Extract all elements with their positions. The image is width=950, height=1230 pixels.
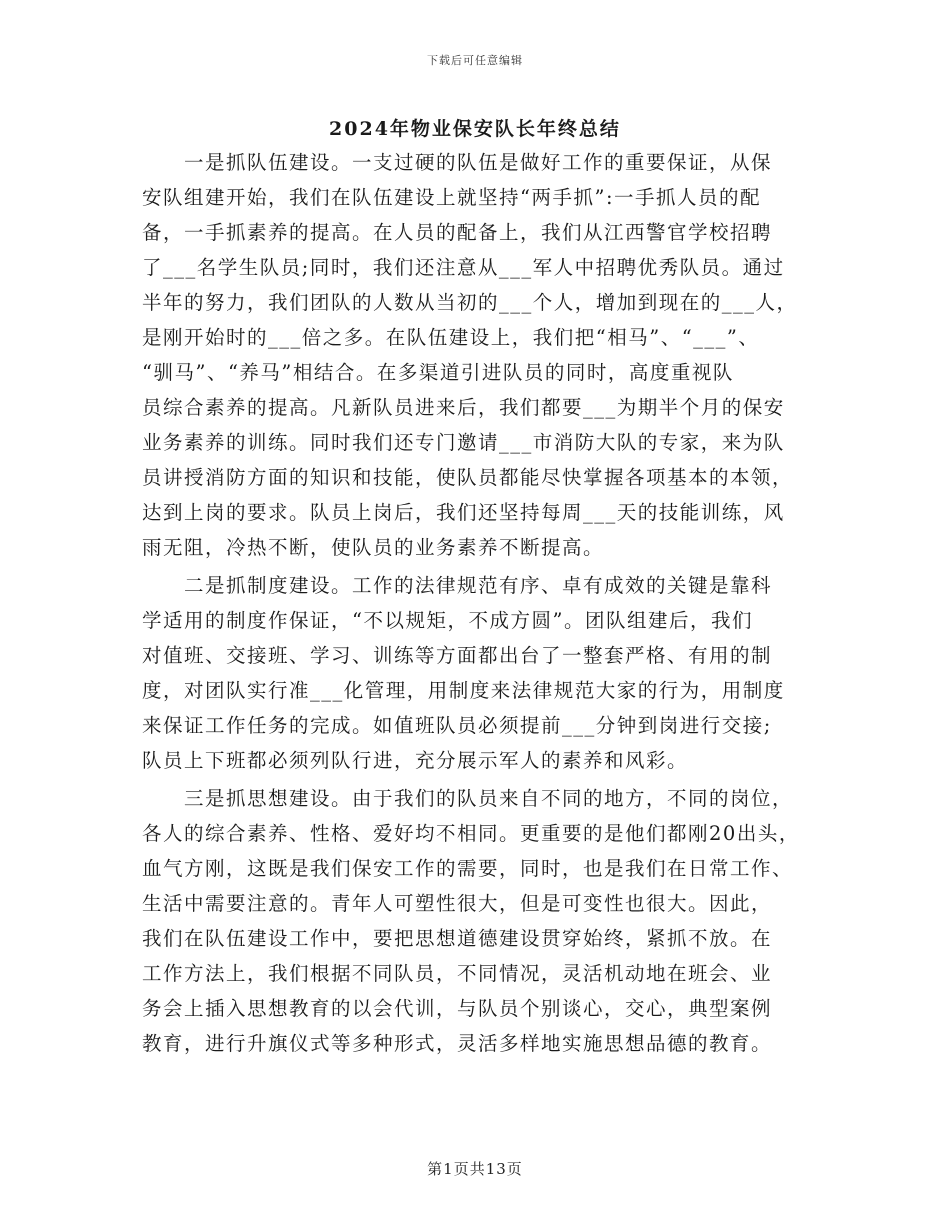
paragraph-line: 学适用的制度作保证，“不以规矩，不成方圆”。团队组建后，我们 xyxy=(142,609,753,632)
paragraph-line: 二是抓制度建设。工作的法律规范有序、卓有成效的关键是靠科 xyxy=(184,574,773,597)
paragraph-line: 员讲授消防方面的知识和技能，使队员都能尽快掌握各项基本的本领， xyxy=(142,466,794,489)
paragraph-line: 达到上岗的要求。队员上岗后，我们还坚持每周___天的技能训练，风 xyxy=(142,501,785,524)
paragraph-line: 教育，进行升旗仪式等多种形式，灵活多样地实施思想品德的教育。 xyxy=(142,1032,773,1055)
paragraph-line: 业务素养的训练。同时我们还专门邀请___市消防大队的专家，来为队 xyxy=(142,431,785,454)
document-title: 2024年物业保安队长年终总结 xyxy=(329,118,621,140)
paragraph-system-building xyxy=(142,568,814,778)
paragraph-line: 工作方法上，我们根据不同队员，不同情况，灵活机动地在班会、业 xyxy=(142,962,773,985)
paragraph-line: “驯马”、“养马”相结合。在多渠道引进队员的同时，高度重视队 xyxy=(142,361,734,384)
paragraph-line: 三是抓思想建设。由于我们的队员来自不同的地方，不同的岗位， xyxy=(184,787,794,810)
paragraph-line: 生活中需要注意的。青年人可塑性很大，但是可变性也很大。因此， xyxy=(142,892,773,915)
paragraph-line: 度，对团队实行准___化管理，用制度来法律规范大家的行为，用制度 xyxy=(142,679,785,702)
paragraph-line: 对值班、交接班、学习、训练等方面都出台了一整套严格、有用的制 xyxy=(142,644,773,667)
paragraph-line: 队员上下班都必须列队行进，充分展示军人的素养和风彩。 xyxy=(142,749,689,772)
paragraph-line: 了___名学生队员;同时，我们还注意从___军人中招聘优秀队员。通过 xyxy=(142,256,785,279)
paragraph-line: 一是抓队伍建设。一支过硬的队伍是做好工作的重要保证，从保 xyxy=(184,151,773,174)
paragraph-line: 来保证工作任务的完成。如值班队员必须提前___分钟到岗进行交接; xyxy=(142,714,772,737)
paragraph-line: 安队组建开始，我们在队伍建设上就坚持“两手抓”:一手抓人员的配 xyxy=(142,186,762,209)
page-footer-number: 第1页共13页 xyxy=(427,1160,523,1178)
paragraph-line: 员综合素养的提高。凡新队员进来后，我们都要___为期半个月的保安 xyxy=(142,396,785,419)
page-header-note: 下载后可任意编辑 xyxy=(427,54,523,67)
paragraph-line: 是刚开始时的___倍之多。在队伍建设上，我们把“相马”、“___”、 xyxy=(142,326,760,349)
paragraph-line: 半年的努力，我们团队的人数从当初的___个人，增加到现在的___人， xyxy=(142,291,798,314)
paragraph-line: 备，一手抓素养的提高。在人员的配备上，我们从江西警官学校招聘 xyxy=(142,221,773,244)
paragraph-line: 各人的综合素养、性格、爱好均不相同。更重要的是他们都刚20出头， xyxy=(142,822,800,845)
paragraph-ideology-building xyxy=(142,781,814,1061)
paragraph-line: 务会上插入思想教育的以会代训，与队员个别谈心，交心，典型案例 xyxy=(142,997,773,1020)
paragraph-team-building xyxy=(142,145,814,565)
paragraph-line: 血气方刚，这既是我们保安工作的需要，同时，也是我们在日常工作、 xyxy=(142,857,794,880)
paragraph-line: 雨无阻，冷热不断，使队员的业务素养不断提高。 xyxy=(142,536,605,559)
paragraph-line: 我们在队伍建设工作中，要把思想道德建设贯穿始终，紧抓不放。在 xyxy=(142,927,773,950)
document-body xyxy=(142,145,814,1061)
